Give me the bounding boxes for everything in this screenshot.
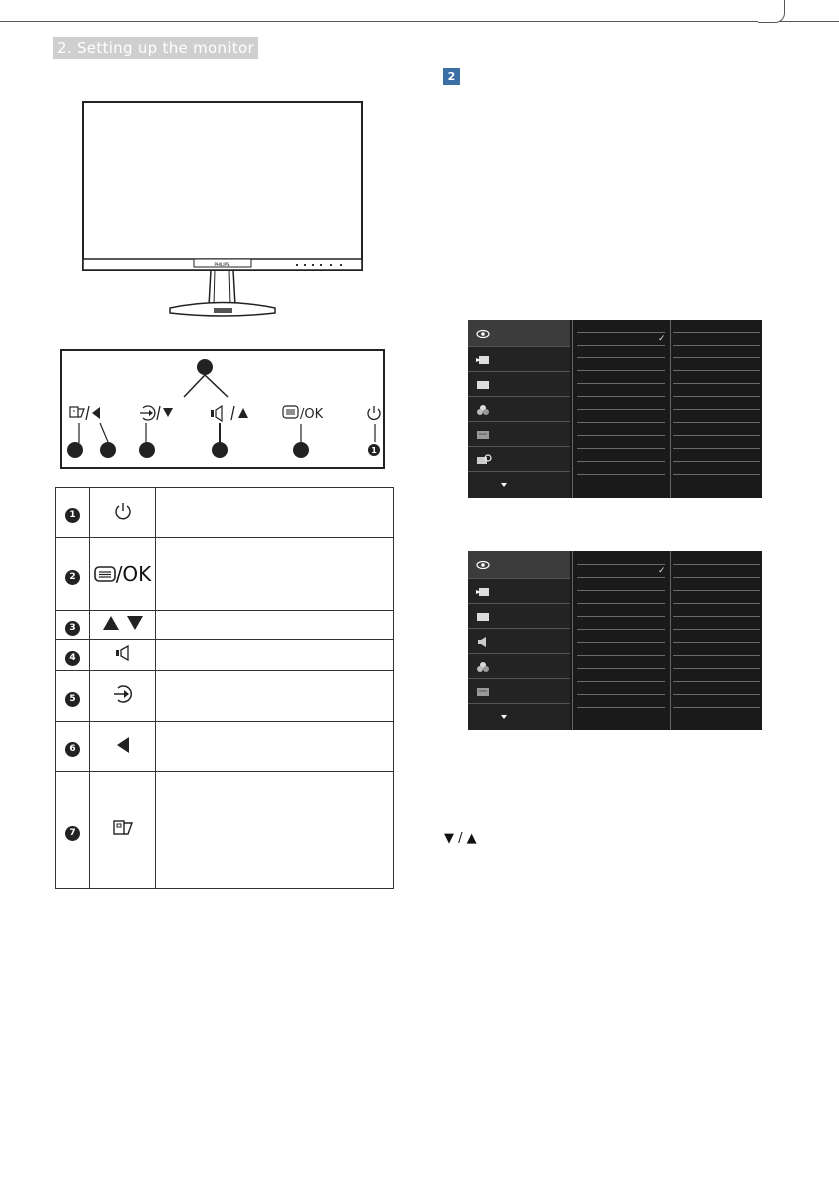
row-number: 2 — [65, 570, 80, 585]
table-row — [56, 611, 394, 640]
row-number: 4 — [65, 651, 80, 666]
audio-icon — [476, 636, 490, 648]
osd-menu-1 — [468, 320, 762, 498]
osd-item-picture[interactable] — [468, 604, 570, 629]
control-panel-graphic — [62, 351, 383, 467]
down-arrow-icon — [163, 408, 173, 417]
osd-menu-2 — [468, 551, 762, 730]
osd-item-language[interactable] — [468, 422, 570, 447]
eye-icon — [476, 560, 490, 570]
osd-item-language[interactable] — [468, 679, 570, 704]
up-down-arrows-icon — [101, 615, 145, 631]
smartimage-icon — [112, 818, 134, 838]
table-row — [56, 671, 394, 722]
ok-label: /OK — [115, 562, 152, 586]
color-icon — [476, 404, 490, 416]
osd-menu-1-sidebar — [468, 320, 570, 498]
language-icon — [476, 687, 490, 697]
speaker-icon — [211, 406, 222, 421]
osd-item-audio[interactable] — [468, 629, 570, 654]
row-number: 7 — [65, 826, 80, 841]
menu-icon — [94, 565, 116, 583]
svg-text:PHILIPS: PHILIPS — [214, 262, 230, 267]
table-row — [56, 488, 394, 538]
menu-icon — [283, 406, 298, 418]
osd-item-color[interactable] — [468, 397, 570, 422]
button-legend-table — [55, 487, 394, 889]
selected-checkmark: ✓ — [658, 566, 666, 576]
picture-icon — [476, 612, 490, 622]
osd-item-color[interactable] — [468, 654, 570, 679]
callout-6 — [100, 442, 116, 458]
osd-menu-1-submenu — [572, 320, 669, 498]
ok-label: /OK — [300, 407, 324, 422]
osd-item-input[interactable] — [468, 347, 570, 372]
callout-3 — [197, 359, 213, 375]
color-icon — [476, 661, 490, 673]
eye-icon — [476, 329, 490, 339]
osd-item-more[interactable] — [468, 472, 570, 498]
osd-item-input[interactable] — [468, 579, 570, 604]
osd-item-eye[interactable] — [468, 320, 570, 347]
section-title: 2. Setting up the monitor — [53, 37, 258, 59]
row-number: 1 — [65, 508, 80, 523]
control-panel-diagram — [60, 349, 385, 469]
input-icon — [113, 684, 133, 704]
power-icon — [368, 406, 380, 419]
row-number: 5 — [65, 692, 80, 707]
left-arrow-icon — [115, 736, 131, 754]
more-arrow-icon — [501, 483, 509, 488]
osd-menu-2-values — [670, 551, 762, 730]
input-icon — [476, 587, 490, 597]
speaker-icon — [115, 645, 131, 661]
row-number: 3 — [65, 621, 80, 636]
table-row — [56, 772, 394, 889]
arrow-keys-label: ▼ / ▲ — [444, 831, 477, 846]
step-badge: 2 — [443, 68, 460, 85]
callout-1-label: 1 — [371, 446, 377, 455]
callout-2 — [293, 442, 309, 458]
left-arrow-icon — [92, 407, 100, 419]
table-row — [56, 538, 394, 611]
osd-item-eye[interactable] — [468, 551, 570, 579]
selected-checkmark: ✓ — [658, 334, 666, 344]
callout-7 — [67, 442, 83, 458]
picture-icon — [476, 380, 490, 390]
more-arrow-icon — [501, 715, 509, 720]
power-icon — [114, 502, 132, 520]
osd-menu-2-sidebar — [468, 551, 570, 730]
up-arrow-icon — [238, 408, 248, 418]
osd-item-settings[interactable] — [468, 447, 570, 472]
header-tab — [758, 0, 785, 23]
osd-menu-1-values — [670, 320, 762, 498]
callout-5 — [139, 442, 155, 458]
input-icon — [140, 406, 155, 420]
osd-item-picture[interactable] — [468, 372, 570, 397]
header-rule — [0, 21, 839, 22]
osd-menu-2-submenu — [572, 551, 669, 730]
input-icon — [476, 355, 490, 365]
row-number: 6 — [65, 742, 80, 757]
language-icon — [476, 430, 490, 440]
settings-icon — [476, 454, 492, 466]
callout-4 — [212, 442, 228, 458]
table-row — [56, 722, 394, 772]
monitor-illustration — [78, 97, 368, 322]
osd-item-more[interactable] — [468, 704, 570, 730]
table-row — [56, 640, 394, 671]
smartimage-icon — [70, 407, 84, 417]
